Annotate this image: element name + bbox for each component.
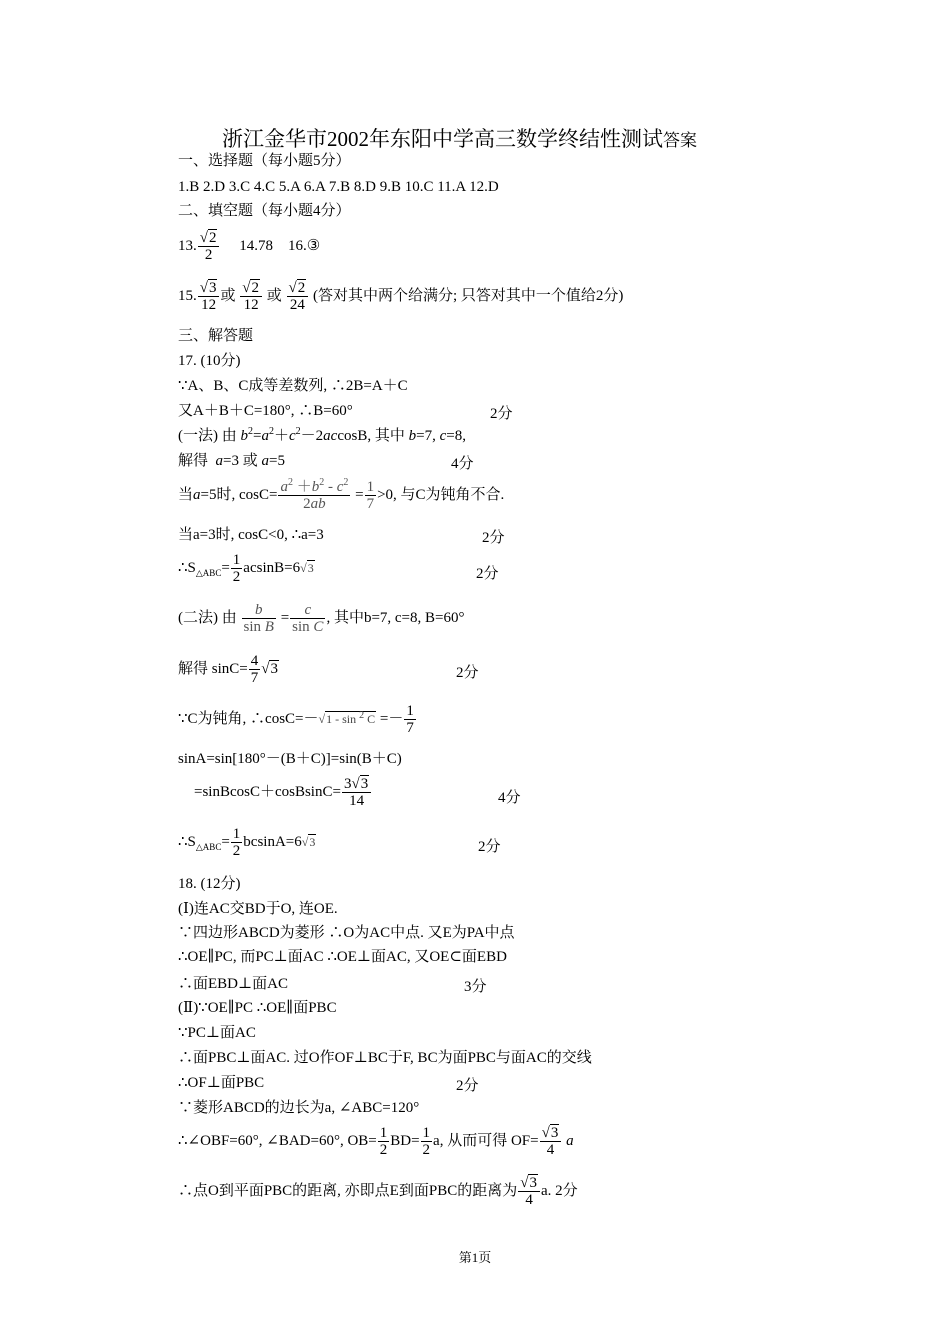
q17-line-2: 又A＋B＋C=180°, ∴B=60° [178, 403, 353, 419]
title-tail: 答案 [663, 131, 697, 150]
points-2c: 2分 [476, 566, 499, 582]
q17-solve: 解得 a=3 或 a=5 [178, 453, 285, 469]
q18-line-9: ∵菱形ABCD的边长为a, ∠ABC=120° [178, 1100, 420, 1116]
q17-method-1: (一法) 由 $b^2=a^2+c^2-2accosB$, 其中 b=7, c=8, [178, 426, 466, 444]
title-main: 浙江金华市2002年东阳中学高三数学终结性测试 [222, 127, 663, 151]
q18-line-11: ∴点O到平面PBC的距离, 亦即点E到面PBC的距离为 $\frac{√3}{4}$ a. 2分 [178, 1175, 578, 1208]
q17-sinA-value: =sinBcosC＋cosBsinC= $\frac{3√3}{14}$ [194, 776, 372, 809]
points-2f: 2分 [456, 1078, 479, 1094]
points-2b: 2分 [482, 530, 505, 546]
q17-case-a5: 当a=5时, cosC= $\frac{a^2 +b^2 - c^2}{2ab}$ = $\frac{1}{7}$ >0, 与C为钝角不合. [178, 477, 505, 512]
q18-line-3: ∴OE∥PC, 而PC⊥面AC ∴OE⊥面AC, 又OE⊂面EBD [178, 949, 507, 965]
q17-sinA: sinA=sin[180°－(B＋C)]=sin(B＋C) [178, 751, 402, 767]
q17-area-2: $\therefore S_{\triangle ABC}=$ $\frac{1}{2}$ bcsinA=6√3 [178, 826, 316, 859]
q17-sinC: 解得 sinC= $\frac{4}{7}$ √3 [178, 653, 278, 686]
points-3: 3分 [464, 979, 487, 995]
q18-heading: 18. (12分) [178, 876, 241, 892]
q17-area-1: $\therefore S_{\triangle ABC}=$ $\frac{1}{2}$ acsinB=6√3 [178, 552, 314, 585]
points-2d: 2分 [456, 665, 479, 681]
q18-line-6: ∵PC⊥面AC [178, 1025, 256, 1041]
q18-line-5: (Ⅱ)∵OE∥PC ∴OE∥面PBC [178, 1000, 337, 1016]
document-title [222, 123, 697, 153]
q17-line-1: ∵A、B、C成等差数列, ∴2B=A＋C [178, 378, 408, 394]
section-1-heading: 一、选择题（每小题5分） [178, 153, 351, 169]
q18-line-10: ∴∠OBF=60°, ∠BAD=60°, OB= $\frac{1}{2}$ BD= $\frac{1}{2}$ a, 从而可得 OF= $\frac{√3}{4}$ a [178, 1125, 574, 1158]
q18-line-8: ∴OF⊥面PBC [178, 1075, 265, 1091]
points-4b: 4分 [498, 790, 521, 806]
points-2: 2分 [490, 406, 513, 422]
q17-case-a3: 当a=3时, cosC<0, ∴a=3 [178, 527, 324, 543]
q18-line-2: ∵四边形ABCD为菱形 ∴O为AC中点. 又E为PA中点 [178, 925, 515, 941]
answers-13-16: 13. $\frac{√2}{2}$ 14.78 16.③ [178, 230, 321, 263]
points-2e: 2分 [478, 839, 501, 855]
q17-heading: 17. (10分) [178, 353, 241, 369]
section-3-heading: 三、解答题 [178, 328, 254, 344]
page-footer: 第1页 [458, 1250, 492, 1265]
choice-answers: 1.B 2.D 3.C 4.C 5.A 6.A 7.B 8.D 9.B 10.C 11.A 12.D [178, 179, 499, 195]
points-4: 4分 [451, 456, 474, 472]
q17-cosC: ∵C为钝角, ∴cosC=－√1 - sin $^2$ C =－ $\frac{1}{7}$ [178, 703, 414, 736]
q18-line-7: ∴面PBC⊥面AC. 过O作OF⊥BC于F, BC为面PBC与面AC的交线 [178, 1050, 592, 1066]
section-2-heading: 二、填空题（每小题4分） [178, 203, 351, 219]
q18-line-1: (Ⅰ)连AC交BD于O, 连OE. [178, 901, 338, 917]
q18-line-4: ∴面EBD⊥面AC [178, 976, 288, 992]
q17-method-2: (二法) 由 $\frac{b}{\text{sin B}}$ = $\frac{c}{\text{sin C}}$ , 其中b=7, c=8, B=60° [178, 602, 465, 635]
answer-15: 15. $\frac{√3}{12}$ 或 $\frac{√2}{12}$ 或 $\frac{√2}{24}$ (答对其中两个给满分; 只答对其中一个值给2分) [178, 280, 624, 313]
